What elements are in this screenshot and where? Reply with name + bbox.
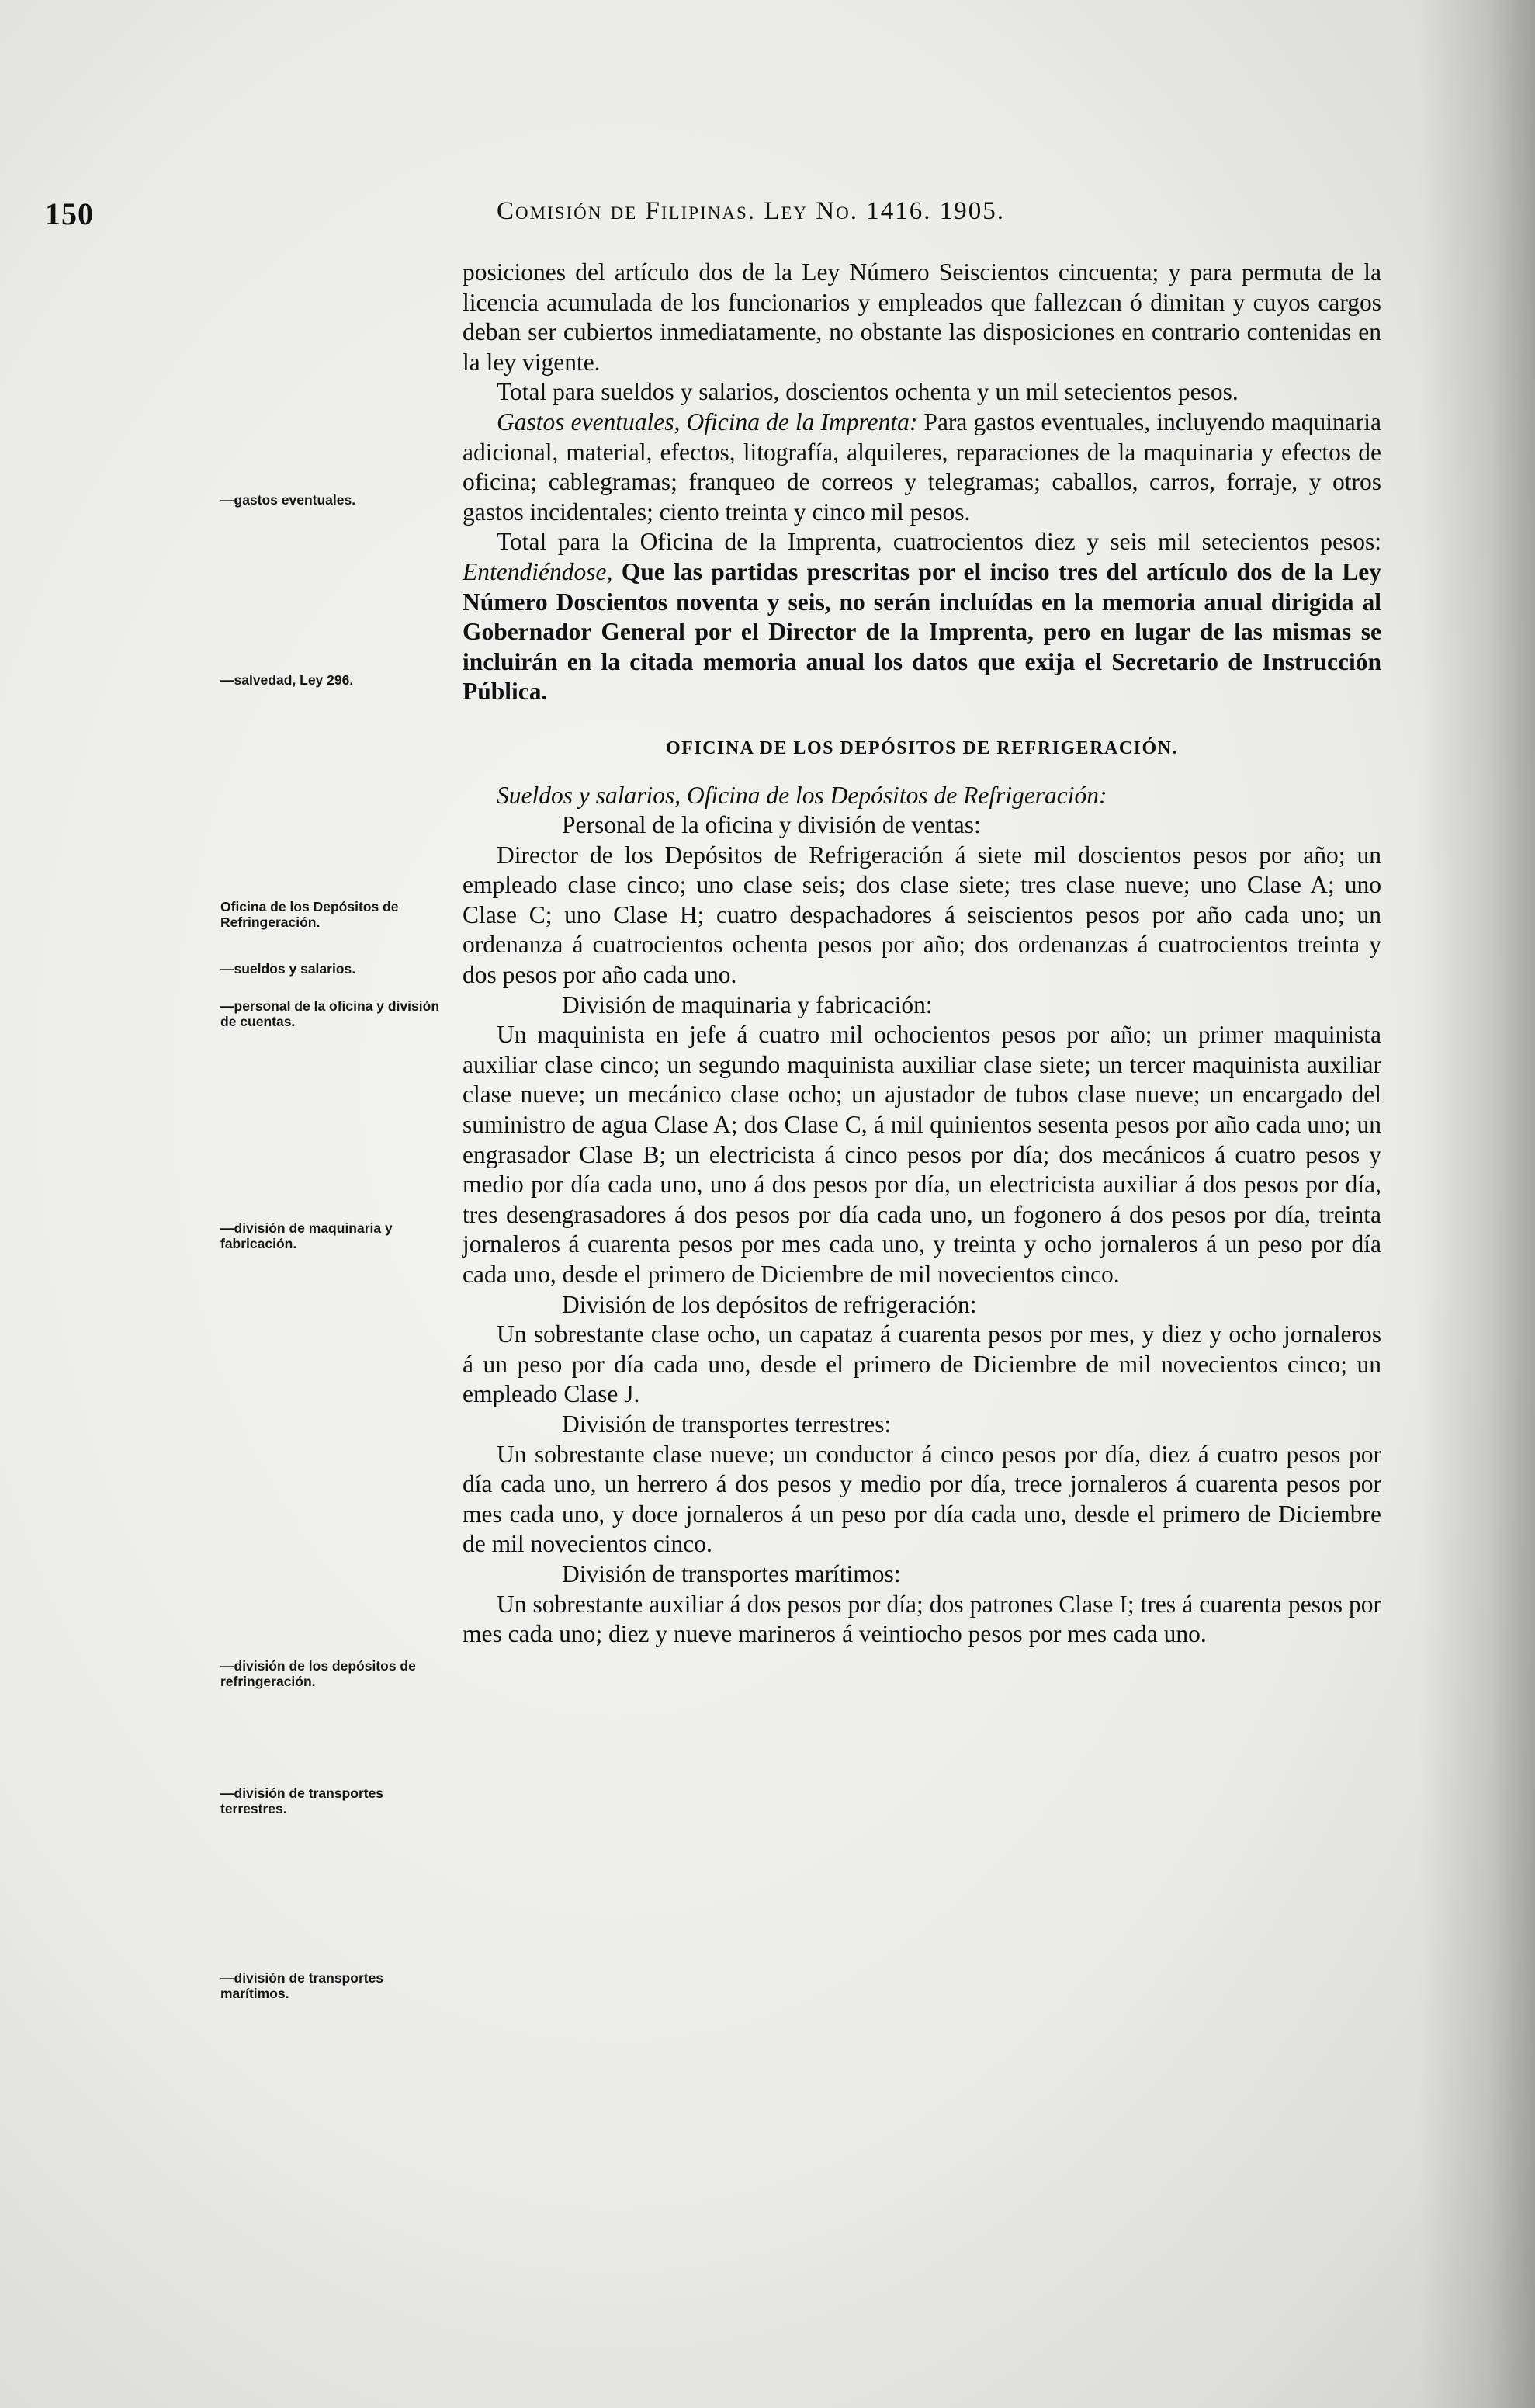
paragraph-gastos-eventuales xyxy=(463,408,1381,527)
maquinaria-text: Un maquinista en jefe á cuatro mil ochocientos pesos por año; un primer maquinista auxiliar clase cinco; un segundo maquinista auxiliar clase siete; un tercer maquinista auxiliar clase nueve; un mecánico clase ocho; un ajustador de tubos clase nueve; un encargado del suministro de agua Clase A; dos Clase C, á mil quinientos sesenta pesos por año cada uno; un engrasador Clase B; un electricista á cinco pesos por día; dos mecánicos á cuatro pesos y medio por día cada uno, uno á dos pesos por día, un electricista auxiliar á dos pesos por día, tres desengrasadores á dos pesos por día cada uno, un fogonero á dos pesos por día, treinta jornaleros á cuarenta pesos por mes cada uno, y treinta y ocho jornaleros á un peso por día cada uno, desde el primero de Diciembre de mil novecientos cinco. xyxy=(463,1021,1381,1288)
personal-text: Director de los Depósitos de Refrigeración á siete mil doscientos pesos por año; un empleado clase cinco; uno clase seis; dos clase siete; tres clase nueve; uno Clase A; uno Clase C; uno Clase H; cuatro despachadores á seiscientos pesos por año cada uno; un ordenanza á cuatrocientos ochenta pesos por año; dos ordenanzas á cuatrocientos treinta y dos pesos por año cada uno. xyxy=(463,841,1381,989)
terrestres-title: División de transportes terrestres: xyxy=(562,1410,892,1438)
maritimos-text: Un sobrestante auxiliar á dos pesos por día; dos patrones Clase I; tres á cuarenta pesos por mes cada uno; diez y nueve marineros á veintiocho pesos por mes cada uno. xyxy=(463,1590,1381,1648)
margin-note-salvedad: —salvedad, Ley 296. xyxy=(220,672,354,688)
running-title: Comisión de Filipinas. Ley No. 1416. 1905. xyxy=(497,197,1006,225)
personal-title: Personal de la oficina y división de ventas: xyxy=(562,811,981,839)
margin-note-sueldos: —sueldos y salarios. xyxy=(220,961,356,977)
page-header xyxy=(0,196,1535,242)
depositos-title: División de los depósitos de refrigeración: xyxy=(562,1290,977,1318)
margin-note-division-terrestres: —división de transportes terrestres. xyxy=(220,1785,384,1816)
terrestres-text: Un sobrestante clase nueve; un conductor á cinco pesos por día, diez á cuatro pesos por día cada uno, un herrero á dos pesos y medio por día, trece jornaleros á cuarenta pesos por mes cada uno, y doce jornaleros á un peso por día cada uno, desde el primero de Diciembre de mil novecientos cinco. xyxy=(463,1440,1381,1558)
body-text xyxy=(463,258,1381,1650)
total-imprenta-rest: Que las partidas prescritas por el inciso tres del artículo dos de la Ley Número Doscientos noventa y seis, no serán incluídas en la memoria anual dirigida al Gobernador General por el Director de la Imprenta, pero en lugar de las mismas se incluirán en la citada memoria anual los datos que exija el Secretario de Instrucción Pública. xyxy=(463,557,1381,706)
margin-note-gastos-eventuales: —gastos eventuales. xyxy=(220,492,356,508)
paragraph-total-sueldos: Total para sueldos y salarios, doscientos ochenta y un mil setecientos pesos. xyxy=(497,378,1239,406)
maritimos-title: División de transportes marítimos: xyxy=(562,1560,901,1587)
gastos-eventuales-text: Para gastos eventuales, incluyendo maquinaria adicional, material, efectos, litografía, alquileres, reparaciones de la maquinaria y efectos de oficina; cablegramas; franqueo de correos y telegramas; caballos, carros, forraje, y otros gastos incidentales; ciento treinta y cinco mil pesos. xyxy=(463,408,1381,526)
paragraph-total-imprenta xyxy=(463,527,1381,707)
margin-note-division-maritimos: —división de transportes marítimos. xyxy=(220,1970,384,2001)
margin-note-personal-oficina: —personal de la oficina y división de cuentas. xyxy=(220,998,440,1029)
margin-note-division-depositos: —división de los depósitos de refringeración. xyxy=(220,1658,416,1689)
section-heading: OFICINA DE LOS DEPÓSITOS DE REFRIGERACIÓN. xyxy=(665,737,1178,758)
depositos-text: Un sobrestante clase ocho, un capataz á cuarenta pesos por mes, y diez y ocho jornaleros á un peso por día cada uno, desde el primero de Diciembre de mil novecientos cinco; un empleado Clase J. xyxy=(463,1320,1381,1408)
page-number: 150 xyxy=(45,196,94,231)
maquinaria-title: División de maquinaria y fabricación: xyxy=(562,991,933,1018)
margin-note-division-maquinaria: —división de maquinaria y fabricación. xyxy=(220,1220,393,1251)
proviso-word: Entendiéndose, xyxy=(463,557,613,585)
page-edge-shadow xyxy=(1419,0,1535,2408)
gastos-eventuales-title: Gastos eventuales, Oficina de la Imprenta: xyxy=(497,408,918,435)
paragraph-posiciones: posiciones del artículo dos de la Ley Número Seiscientos cincuenta; y para permuta de la licencia acumulada de los funcionarios y empleados que fallezcan ó dimitan y cuyos cargos deban ser cubiertos inmediatamente, no obstante las disposiciones en contrario contenidas en la ley vigente. xyxy=(463,258,1381,376)
total-imprenta-start: Total para la Oficina de la Imprenta, cuatrocientos diez y seis mil setecientos pesos: xyxy=(497,528,1381,556)
sueldos-title: Sueldos y salarios, Oficina de los Depósitos de Refrigeración: xyxy=(497,781,1107,809)
margin-note-oficina-depositos: Oficina de los Depósitos de Refringeración. xyxy=(220,899,399,930)
